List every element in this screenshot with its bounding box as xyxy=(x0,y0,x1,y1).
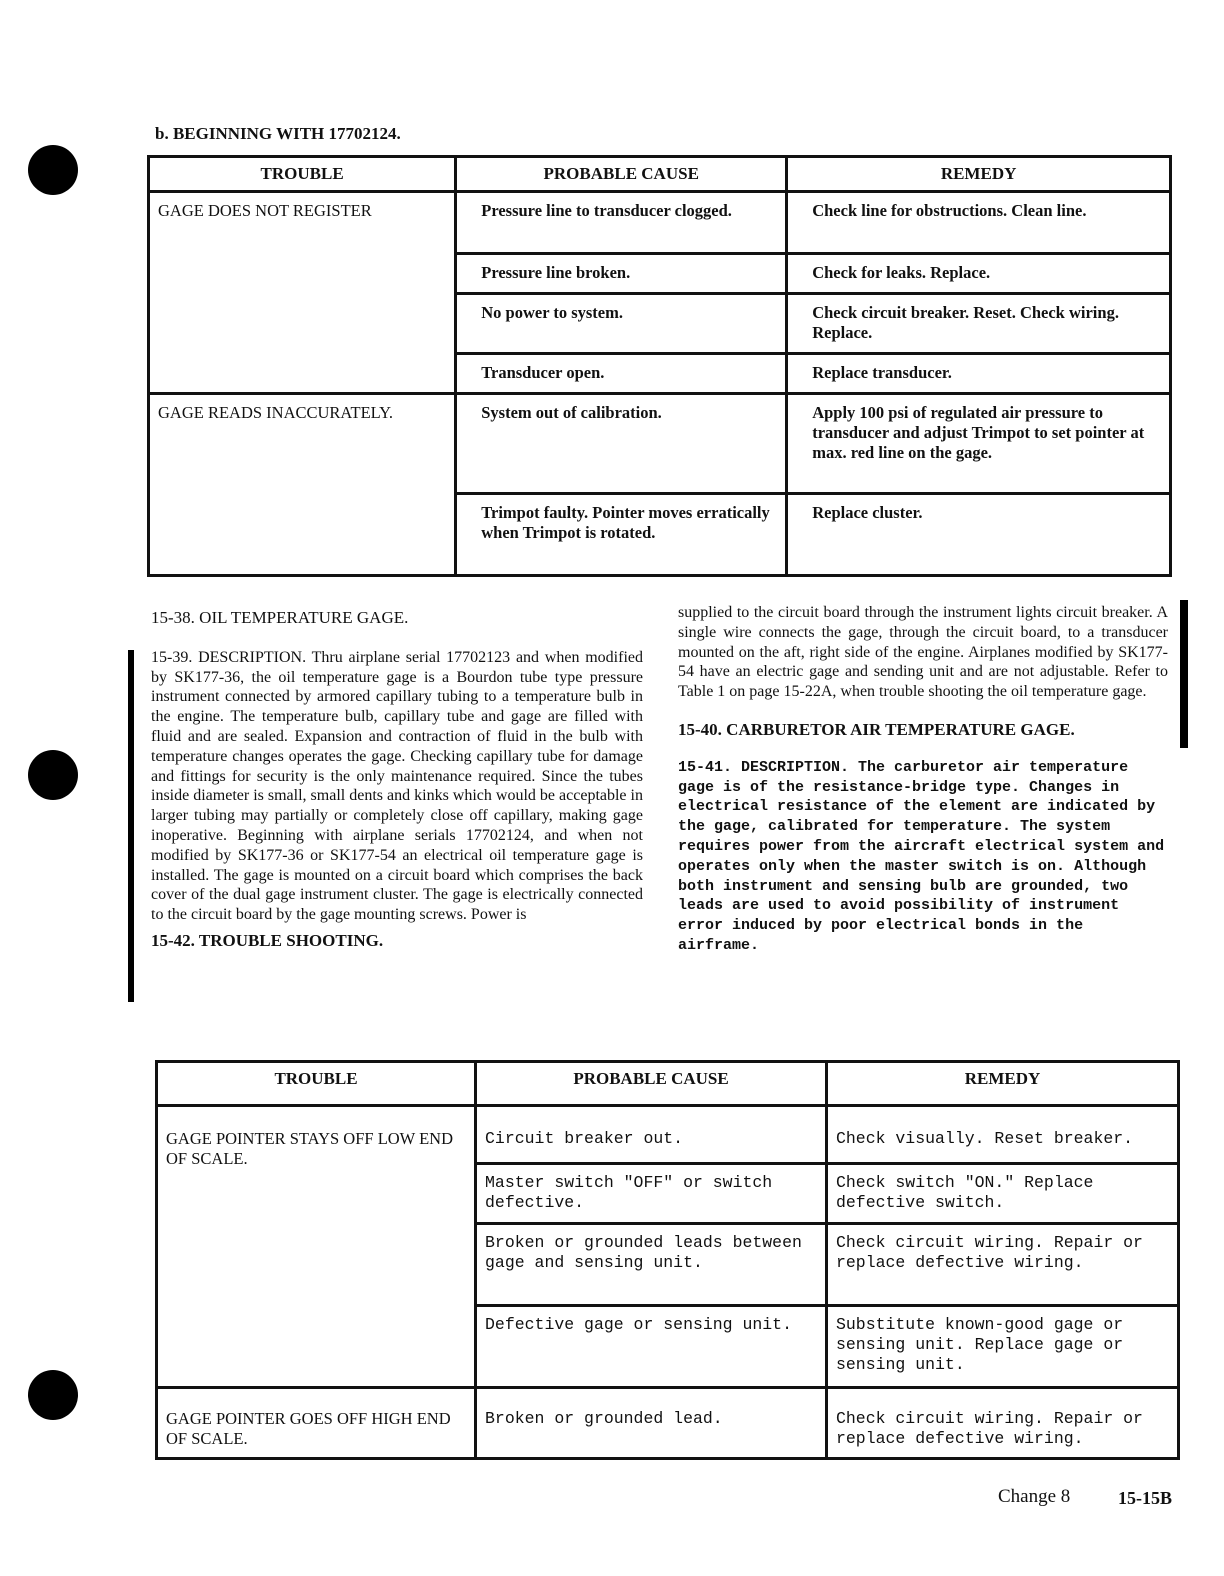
table-row xyxy=(149,394,1171,494)
remedy-cell: Check for leaks. Replace. xyxy=(787,254,1171,294)
heading-15-40: 15-40. CARBURETOR AIR TEMPERATURE GAGE. xyxy=(678,719,1075,739)
table-row xyxy=(149,192,1171,254)
table1-header-cause: PROBABLE CAUSE xyxy=(456,157,787,192)
remedy-cell: Replace transducer. xyxy=(787,354,1171,394)
cause-cell: System out of calibration. xyxy=(456,394,787,494)
section-b-heading: b. BEGINNING WITH 17702124. xyxy=(155,124,401,143)
left-column xyxy=(151,608,643,951)
remedy-cell: Apply 100 psi of regulated air pressure to transducer and adjust Trimpot to set pointer at max. red line on the gage. xyxy=(787,394,1171,494)
cause-cell: Trimpot faulty. Pointer moves erratically when Trimpot is rotated. xyxy=(456,494,787,576)
change-bar-left xyxy=(128,650,134,1002)
change-bar-right xyxy=(1180,600,1188,748)
table2-header-cause: PROBABLE CAUSE xyxy=(476,1062,827,1106)
cause-cell: Master switch "OFF" or switch defective. xyxy=(476,1164,827,1224)
footer-page-number: 15-15B xyxy=(1118,1488,1172,1508)
trouble-cell: GAGE READS INACCURATELY. xyxy=(149,394,456,576)
table1-header-trouble: TROUBLE xyxy=(149,157,456,192)
punch-hole-middle xyxy=(28,750,78,800)
paragraph-15-39: 15-39. DESCRIPTION. Thru airplane serial 17702123 and when modified by SK177-36, the oil temperature gage is a Bourdon tube type pressure instrument connected by armored capillary tubing to a temperature bulb in the engine. The temperature bulb, capillary tube and gage are filled with fluid and are sealed. Expansion and contraction of fluid in the bulb with temperature changes operates the gage. Checking capillary tube for damage and fittings for security is the only maintenance required. Since the tubes inside diameter is small, small dents and kinks which would be acceptable in larger tubing may partially or completely close off capillary, making gage inoperative. Beginning with airplane serials 17702124, and when not modified by SK177-36 or SK177-54 an electrical oil temperature gage is installed. The gage is mounted on a circuit board which comprises the back cover of the dual gage instrument cluster. The gage is electrically connected to the circuit board by the gage mounting screws. Power is xyxy=(151,648,643,924)
table-row xyxy=(157,1106,1179,1164)
table1-header-remedy: REMEDY xyxy=(787,157,1171,192)
table2-header-remedy: REMEDY xyxy=(827,1062,1179,1106)
remedy-cell: Check circuit breaker. Reset. Check wiring. Replace. xyxy=(787,294,1171,354)
trouble-table-1 xyxy=(147,155,1172,577)
paragraph-15-41: 15-41. DESCRIPTION. The carburetor air temperature gage is of the resistance-bridge type. Changes in electrical resistance of the element are indicated by the gage, calibrated for temperature. The system requires power from the aircraft electrical system and operates only when the master switch is on. Although both instrument and sensing bulb are grounded, two leads are used to avoid possibility of instrument error induced by poor electrical bonds in the airframe. xyxy=(678,758,1165,954)
footer-change: Change 8 xyxy=(998,1486,1071,1507)
cause-cell: Pressure line to transducer clogged. xyxy=(456,192,787,254)
cause-cell: Pressure line broken. xyxy=(456,254,787,294)
cause-cell: Defective gage or sensing unit. xyxy=(476,1306,827,1388)
remedy-cell: Check circuit wiring. Repair or replace defective wiring. xyxy=(827,1388,1179,1459)
remedy-cell: Check visually. Reset breaker. xyxy=(827,1106,1179,1164)
heading-15-42: 15-42. TROUBLE SHOOTING. xyxy=(151,930,384,950)
punch-hole-bottom xyxy=(28,1370,78,1420)
right-column xyxy=(678,603,1168,956)
cause-cell: Broken or grounded leads between gage and sensing unit. xyxy=(476,1224,827,1306)
remedy-cell: Check circuit wiring. Repair or replace defective wiring. xyxy=(827,1224,1179,1306)
remedy-cell: Check line for obstructions. Clean line. xyxy=(787,192,1171,254)
cause-cell: Circuit breaker out. xyxy=(476,1106,827,1164)
table-row xyxy=(157,1388,1179,1459)
cause-cell: No power to system. xyxy=(456,294,787,354)
trouble-cell: GAGE POINTER STAYS OFF LOW END OF SCALE. xyxy=(157,1106,476,1388)
heading-15-38: 15-38. OIL TEMPERATURE GAGE. xyxy=(151,608,409,627)
remedy-cell: Replace cluster. xyxy=(787,494,1171,576)
remedy-cell: Check switch "ON." Replace defective switch. xyxy=(827,1164,1179,1224)
paragraph-continued: supplied to the circuit board through the instrument lights circuit breaker. A single wire connects the gage, through the circuit board, to a transducer mounted on the aft, right side of the engine. Airplanes modified by SK177-54 have an electric gage and sending unit and are not adjustable. Refer to Table 1 on page 15-22A, when trouble shooting the oil temperature gage. xyxy=(678,604,1168,701)
punch-hole-top xyxy=(28,145,78,195)
remedy-cell: Substitute known-good gage or sensing unit. Replace gage or sensing unit. xyxy=(827,1306,1179,1388)
cause-cell: Transducer open. xyxy=(456,354,787,394)
cause-cell: Broken or grounded lead. xyxy=(476,1388,827,1459)
trouble-table-2 xyxy=(155,1060,1180,1460)
table2-header-trouble: TROUBLE xyxy=(157,1062,476,1106)
trouble-cell: GAGE POINTER GOES OFF HIGH END OF SCALE. xyxy=(157,1388,476,1459)
trouble-cell: GAGE DOES NOT REGISTER xyxy=(149,192,456,394)
